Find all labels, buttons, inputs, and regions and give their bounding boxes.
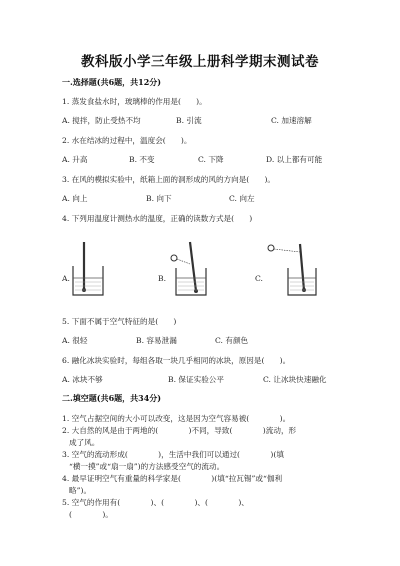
q2-option-d: D. 以上都有可能 [266,155,323,164]
question-2: 2. 水在结冰的过程中，温度会( )。 [62,136,192,145]
exam-title: 教科版小学三年级上册科学期末测试卷 [81,54,319,70]
fill-line-3: 成了风。 [69,438,100,447]
q6-option-c: C. 让冰块快速融化 [263,375,327,384]
fill-line-7: 略”)。 [69,486,92,495]
fill-line-4: 3. 空气的流动形成( )，生活中我们可以通过( )(填 [62,450,284,459]
fill-line-8: 5. 空气的作用有( )、( )、( )、 [62,498,249,507]
eye-c-icon [268,245,274,251]
q3-option-a: A. 向上 [62,194,88,203]
question-6: 6. 融化冰块实验时，每组各取一块几乎相同的冰块，原因是( )。 [62,356,291,365]
eye-b-icon [171,255,177,261]
question-5: 5. 下面不属于空气特征的是( ) [62,317,177,326]
thermometer-b [190,242,196,291]
fill-line-1: 1. 空气占据空间的大小可以改变，这是因为空气容易被( )。 [62,414,291,423]
q5-option-c: C. 有颜色 [215,336,249,345]
thermometer-beaker-b-figure [166,238,212,298]
fill-line-2: 2. 大自然的风是由于两地的( )不同，导致( )流动，形 [62,426,297,435]
fill-line-6: 4. 最早证明空气有重量的科学家是( )(填“拉瓦锡”或“伽利 [62,474,283,483]
q2-option-c: C. 下降 [198,155,224,164]
q6-option-b: B. 保证实验公平 [168,375,224,384]
q5-option-a: A. 很轻 [62,336,88,345]
section-heading-choice: 一.选择题(共6题，共12分) [62,77,162,87]
q5-option-b: B. 容易泄漏 [136,336,177,345]
q2-option-a: A. 升高 [62,155,88,164]
q1-option-a: A. 搅拌，防止受热不均 [62,116,141,125]
fill-line-5: “横一摸”或“扇一扇”)的方法感受空气的流动。 [69,462,225,471]
thermometer-c [300,244,304,290]
section-heading-fill-blank: 二.填空题(共6题，共34分) [62,393,162,403]
q4-option-b-label: B. [158,274,166,283]
beaker-a [73,266,103,295]
thermometer-beaker-c-figure [262,238,318,298]
q6-option-a: A. 冰块不够 [62,375,103,384]
q2-option-b: B. 不变 [129,155,155,164]
q1-option-c: C. 加速溶解 [271,116,312,125]
q4-option-a-label: A. [62,274,70,283]
question-4: 4. 下列用温度计测热水的温度，正确的读数方式是( ) [62,214,253,223]
beaker-b [176,268,206,295]
question-3: 3. 在风的模拟实验中，纸箱上面的洞形成的风的方向是( )。 [62,175,276,184]
question-1: 1. 蒸发食盐水时，玻璃棒的作用是( )。 [62,97,207,106]
q4-option-c-label: C. [255,274,263,283]
q1-option-b: B. 引流 [176,116,202,125]
q3-option-c: C. 向左 [229,194,255,203]
fill-line-9: ( )。 [69,510,113,519]
q3-option-b: B. 向下 [146,194,172,203]
thermometer-beaker-a-figure [70,238,110,298]
